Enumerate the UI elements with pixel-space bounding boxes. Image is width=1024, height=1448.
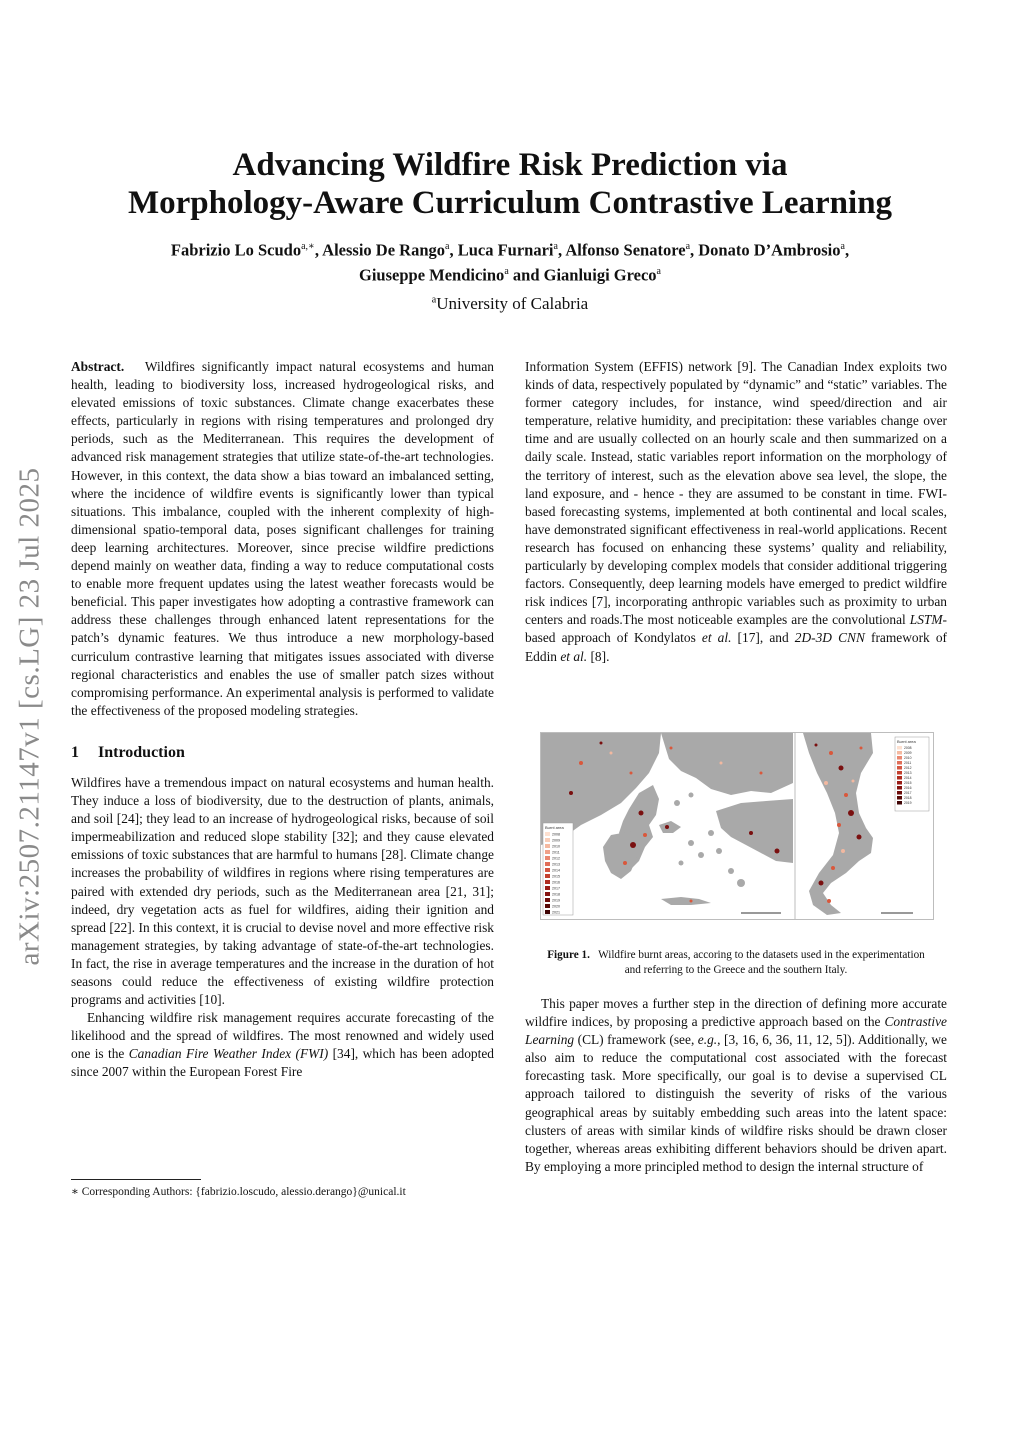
affiliation: $^a$University of Calabria <box>431 294 589 313</box>
footnote-divider <box>71 1179 201 1180</box>
legend-year-italy: 2011 <box>904 761 912 765</box>
legend-year-greece: 2018 <box>552 892 560 897</box>
author-1: Fabrizio Lo Scudo <box>170 240 302 260</box>
legend-year-greece: 2012 <box>552 856 560 861</box>
abstract-label: Abstract. <box>71 359 125 374</box>
intro-paragraph-2: Enhancing wildfire risk management requires accurate forecasting of the likelihood and the spread of wildfires. The most renowned and widely used one is the Canadian Fire Weather Index (FWI) [34], which has been adopted since 2007 within the European Forest Fire <box>71 1010 494 1080</box>
legend-title-greece: Burnt area <box>545 825 564 830</box>
author-5: Donato D’Ambrosio <box>698 240 841 260</box>
arxiv-sidebar-id: arXiv:2507.21147v1 [cs.LG] 23 Jul 2025 <box>13 467 46 966</box>
legend-year-italy: 2008 <box>904 746 912 750</box>
figure-1-maps <box>540 732 934 920</box>
legend-year-greece: 2015 <box>552 874 560 879</box>
burnt-area-maps <box>541 733 933 919</box>
legend-year-greece: 2011 <box>552 850 560 855</box>
intro-paragraph-1: Wildfires have a tremendous impact on natural ecosystems and human health. They induce a loss of biodiversity, due to the destruction of plants, animals, and soil [24]; they lead to an increase of hydrogeological risks, because of soil impermeabilization and reduced slope stability [32]; and they cause elevated emissions of toxic substances that are harmful to humans [28]. Climate change increases the probability of wildfires in regions where rising temperatures are paired with extended dry periods, such as the Mediterranean area [21, 31]; indeed, dry vegetation acts as fuel for wildfires, aiding their ignition and spread [22]. In this context, it is crucial to devise novel and more effective risk management strategies, by taking advantage of state-of-the-art technologies. In fact, the rise in average temperatures and the increase in the duration of hot seasons could reduce the effectiveness of existing wildfire protection programs and activities [10]. <box>71 774 494 1008</box>
legend-year-italy: 2013 <box>904 771 912 775</box>
legend-year-italy: 2009 <box>904 751 912 755</box>
legend-title-italy: Burnt area <box>897 739 916 744</box>
legend-year-greece: 2008 <box>552 832 560 837</box>
author-list: Fabrizio Lo Scudo$^{a,∗}$, Alessio De Rango$^a$, Luca Furnari$^a$, Alfonso Senatore$^a$, Donato D’Ambrosio$^a$, Giuseppe Mendicino$^a$ and Gianluigi Greco$^a$ <box>170 240 850 284</box>
legend-year-italy: 2015 <box>904 781 912 785</box>
title-line-2: Morphology-Aware Curriculum Contrastive Learning <box>127 185 893 221</box>
legend-year-italy: 2018 <box>904 796 912 800</box>
left-column <box>71 358 494 1082</box>
figure-1-caption: Figure 1. Wildfire burnt areas, accoring to the datasets used in the experimentation and referring to the Greece and the southern Italy. <box>547 949 925 976</box>
paper-title <box>70 146 950 222</box>
legend-year-greece: 2017 <box>552 886 560 891</box>
author-2: Alessio De Rango <box>322 240 446 260</box>
section-heading-introduction: 1 Introduction <box>71 743 185 761</box>
legend-year-italy: 2012 <box>904 766 912 770</box>
legend-year-greece: 2019 <box>552 898 560 903</box>
author-4: Alfonso Senatore <box>565 240 686 260</box>
right-column-top <box>525 358 947 666</box>
abstract-text: Wildfires significantly impact natural ecosystems and human health, leading to biodiversity loss, increased hydrogeological risks, and elevated emissions of toxic substances. Climate change exacerbates these effects, particularly in regions with rising temperatures and prolonged dry periods, such as the Mediterranean. This requires the development of advanced risk management strategies that utilize state-of-the-art technologies. However, in this context, the data show a bias toward an imbalanced setting, where the incidence of wildfire events is significantly lower than typical situations. This imbalance, coupled with the inherent complexity of high-dimensional spatio-temporal data, poses significant challenges for training deep learning architectures. Moreover, since precise wildfire predictions depend mainly on weather data, finding a way to reduce computational costs to enable more frequent updates using the latest weather forecasts would be beneficial. This paper investigates how adopting a contrastive framework can address these challenges through enhanced latent representations for the patch’s dynamic features. We thus introduce a new morphology-based curriculum contrastive learning that mitigates issues associated with diverse regional characteristics and enables the use of smaller patch sizes without compromising performance. An experimental analysis is performed to validate the effectiveness of the proposed modeling strategies. <box>71 359 494 718</box>
legend-year-italy: 2014 <box>904 776 912 780</box>
legend-year-italy: 2016 <box>904 786 912 790</box>
author-7: Gianluigi Greco <box>543 265 657 284</box>
legend-year-greece: 2013 <box>552 862 560 867</box>
legend-year-italy: 2019 <box>904 801 912 805</box>
legend-year-greece: 2009 <box>552 838 560 843</box>
legend-year-greece: 2020 <box>552 904 560 909</box>
author-3: Luca Furnari <box>457 240 554 260</box>
legend-year-italy: 2017 <box>904 791 912 795</box>
legend-year-greece: 2016 <box>552 880 560 885</box>
legend-year-italy: 2010 <box>904 756 912 760</box>
legend-year-greece: 2010 <box>552 844 560 849</box>
footnote: ∗ Corresponding Authors: {fabrizio.loscudo, alessio.derango}@unical.it <box>71 1186 406 1198</box>
abstract <box>71 358 494 720</box>
right-paragraph-1: Information System (EFFIS) network [9]. The Canadian Index exploits two kinds of data, respectively populated by “dynamic” and “static” variables. The former category includes, for instance, wind speed/direction and air temperature, relative humidity, and precipitation: these variables change over time and are usually collected on an hourly scale and then summarized on a daily scale. Instead, static variables report information on the morphology of the territory of interest, such as the elevation above sea level, the slope, the land exposure, and - hence - they are assumed to be constant in time. FWI-based forecasting systems, implemented at both continental and local scales, have demonstrated significant effectiveness in real-world applications. Recent research has focused on enhancing these systems’ quality and reliability, particularly by developing complex models that consider additional triggering factors. Consequently, deep learning models have emerged to predict wildfire risk indices [7], incorporating anthropic variables such as proximity to urban centers and roads.The most noticeable examples are the convolutional LSTM-based approach of Kondylatos et al. [17], and 2D-3D CNN framework of Eddin et al. [8]. <box>525 359 947 664</box>
title-line-1: Advancing Wildfire Risk Prediction via <box>232 147 788 183</box>
legend-year-greece: 2021 <box>552 910 560 915</box>
right-paragraph-2: This paper moves a further step in the direction of defining more accurate wildfire indices, by proposing a predictive approach based on the Contrastive Learning (CL) framework (see, e.g., [3, 16, 6, 36, 11, 12, 5]). Additionally, we also aim to reduce the computational cost associated with the forecast forecasting task. More specifically, our goal is to devise a supervised CL approach tailored to distinguish the severity of risks of the various geographical areas by suitably embedding such areas into the latent space: clusters of areas with similar kinds of wildfire risks should be drawn closer together, whereas areas exhibiting different behaviors should be driven apart. By employing a more principled method to design the internal structure of <box>525 996 947 1174</box>
right-column-bottom <box>525 995 947 1176</box>
legend-year-greece: 2014 <box>552 868 560 873</box>
author-6: Giuseppe Mendicino <box>359 265 505 284</box>
